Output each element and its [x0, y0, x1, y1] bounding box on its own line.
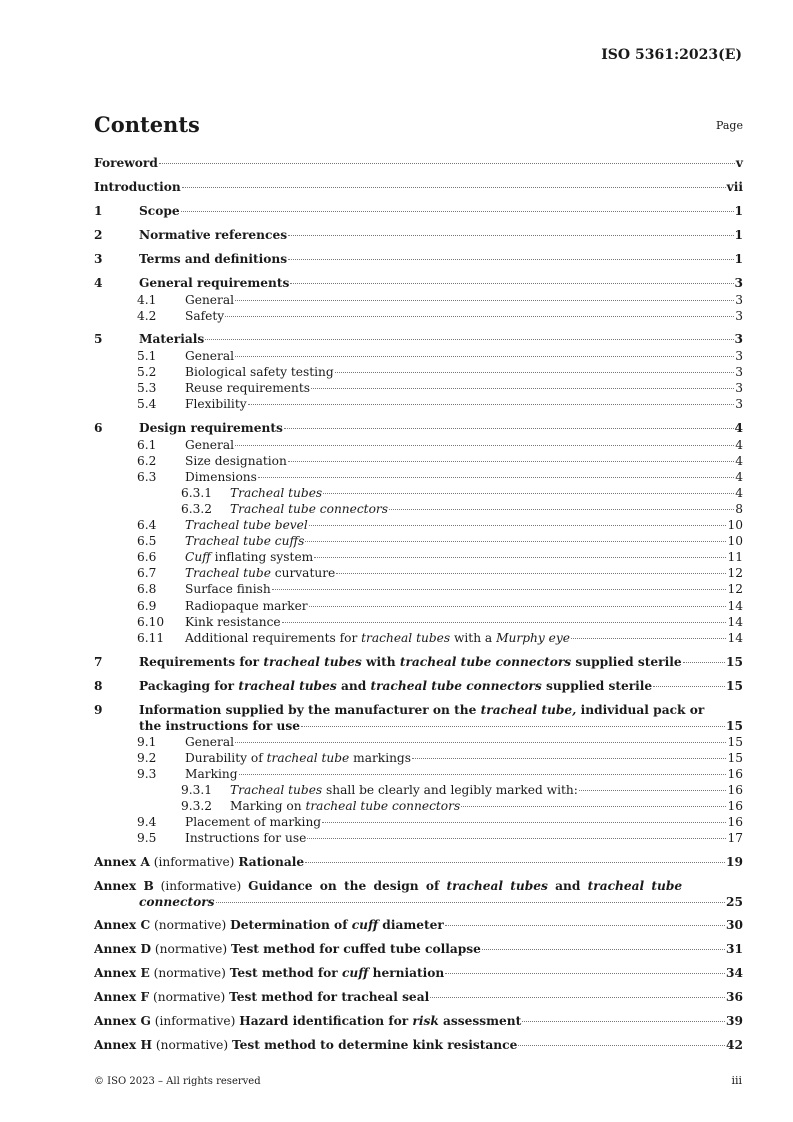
- toc-number: 9.3.2: [181, 799, 213, 814]
- toc-number: 3: [94, 252, 103, 266]
- toc-page: 15: [727, 734, 743, 749]
- toc-page: 39: [726, 1014, 743, 1029]
- toc-number: 2: [94, 228, 103, 242]
- toc-number: 6.7: [137, 566, 157, 581]
- toc-number: 4: [94, 276, 103, 290]
- toc-page: 12: [727, 582, 743, 597]
- toc-number: 4.2: [137, 309, 157, 324]
- toc-entry-clause-8[interactable]: [94, 678, 743, 695]
- toc-entry-6-5[interactable]: [94, 533, 743, 549]
- toc-entry-annex-h[interactable]: [94, 1037, 743, 1054]
- toc-title: Packaging for tracheal tubes and tracheal tube connectors supplied sterile: [139, 678, 653, 693]
- toc-entry-clause-7[interactable]: [94, 654, 743, 671]
- toc-title: Tracheal tube curvature: [185, 566, 336, 581]
- toc-entry-annex-b[interactable]: [94, 878, 743, 894]
- toc-page: v: [735, 156, 743, 170]
- toc-title: Biological safety testing: [185, 365, 334, 380]
- toc-number: 5.4: [137, 397, 157, 412]
- toc-page: 19: [726, 855, 743, 870]
- toc-entry-4-2[interactable]: [94, 308, 743, 324]
- table-of-contents: [94, 155, 743, 1054]
- toc-title: Marking on tracheal tube connectors: [230, 799, 461, 814]
- toc-entry-clause-9[interactable]: [94, 702, 743, 718]
- toc-number: 6.4: [137, 518, 157, 533]
- toc-entry-9-1[interactable]: [94, 734, 743, 750]
- toc-page: 31: [726, 942, 743, 957]
- toc-number: 5: [94, 332, 103, 347]
- toc-title: Durability of tracheal tube markings: [185, 750, 411, 765]
- toc-number: 9.1: [137, 734, 157, 749]
- toc-title: Kink resistance: [185, 614, 281, 629]
- toc-page: 17: [727, 831, 743, 846]
- toc-title: Reuse requirements: [185, 381, 310, 396]
- toc-title: Marking: [185, 766, 238, 781]
- page-number: iii: [731, 1074, 742, 1087]
- toc-number: 8: [94, 678, 103, 693]
- toc-number: 6.11: [137, 630, 165, 645]
- toc-number: 6.5: [137, 534, 157, 549]
- toc-page: 14: [727, 598, 743, 613]
- toc-title: Tracheal tube bevel: [185, 518, 308, 533]
- toc-entry-annex-f[interactable]: [94, 989, 743, 1006]
- toc-page: 42: [726, 1038, 743, 1053]
- toc-title: Tracheal tubes: [230, 485, 323, 500]
- toc-entry-introduction[interactable]: [94, 179, 743, 196]
- toc-entry-9-3-1[interactable]: [94, 782, 743, 798]
- toc-page: 34: [726, 966, 743, 981]
- page-column-label: Page: [715, 119, 743, 132]
- toc-page: 36: [726, 990, 743, 1005]
- toc-page: 4: [735, 469, 743, 484]
- toc-title: Placement of marking: [185, 815, 322, 830]
- toc-page: 3: [734, 332, 743, 347]
- toc-title: Annex G (informative) Hazard identification for risk assessment: [94, 1014, 522, 1029]
- toc-title: Annex C (normative) Determination of cuff diameter: [94, 918, 444, 933]
- toc-number: 9: [94, 702, 103, 717]
- toc-title-line2: connectors: [139, 895, 215, 910]
- toc-page: 3: [735, 349, 743, 364]
- toc-entry-6-2[interactable]: [94, 453, 743, 469]
- toc-page: 3: [735, 293, 743, 307]
- toc-number: 6.2: [137, 453, 157, 468]
- toc-number: 5.2: [137, 365, 157, 380]
- toc-title: Annex H (normative) Test method to determine kink resistance: [94, 1038, 518, 1053]
- toc-title: Tracheal tube connectors: [230, 501, 388, 516]
- toc-title: Scope: [139, 204, 180, 218]
- toc-number: 4.1: [137, 293, 157, 307]
- toc-page: vii: [726, 180, 743, 194]
- toc-entry-6-7[interactable]: [94, 565, 743, 581]
- toc-title: Requirements for tracheal tubes with tracheal tube connectors supplied sterile: [139, 654, 682, 669]
- toc-entry-annex-d[interactable]: [94, 941, 743, 958]
- toc-page: 16: [727, 799, 743, 814]
- toc-entry-6-4[interactable]: [94, 517, 743, 533]
- toc-entry-9-3[interactable]: [94, 766, 743, 782]
- toc-title: Introduction: [94, 180, 181, 194]
- toc-title: Surface finish: [185, 582, 271, 597]
- toc-title: Additional requirements for tracheal tubes with a Murphy eye: [185, 630, 570, 645]
- toc-number: 6.3: [137, 469, 157, 484]
- toc-title: Annex B (informative) Guidance on the design of tracheal tubes and tracheal tube: [94, 879, 683, 894]
- toc-number: 9.3.1: [181, 783, 213, 798]
- toc-page: 30: [726, 918, 743, 933]
- standard-id: ISO 5361:2023(E): [601, 47, 742, 63]
- toc-entry-6-8[interactable]: [94, 581, 743, 597]
- toc-entry-clause-1[interactable]: [94, 203, 743, 220]
- toc-page: 15: [727, 750, 743, 765]
- toc-page: 11: [727, 550, 743, 565]
- toc-number: 6.9: [137, 598, 157, 613]
- toc-page: 3: [735, 309, 743, 324]
- toc-entry-annex-b-cont[interactable]: [94, 894, 743, 910]
- toc-entry-clause-9-cont[interactable]: [94, 718, 743, 734]
- toc-title: General: [185, 734, 234, 749]
- toc-title: Tracheal tube cuffs: [185, 534, 305, 549]
- toc-page: 14: [727, 614, 743, 629]
- toc-entry-clause-3[interactable]: [94, 251, 743, 268]
- toc-entry-9-4[interactable]: [94, 814, 743, 830]
- toc-entry-annex-e[interactable]: [94, 965, 743, 982]
- toc-entry-6-1[interactable]: [94, 437, 743, 453]
- toc-entry-clause-5[interactable]: [94, 331, 743, 348]
- copyright-notice: © ISO 2023 – All rights reserved: [94, 1076, 261, 1087]
- toc-number: 6.8: [137, 582, 157, 597]
- toc-title: General: [185, 437, 234, 452]
- toc-page: 1: [734, 204, 743, 218]
- toc-entry-5-2[interactable]: [94, 364, 743, 380]
- toc-number: 6: [94, 420, 103, 435]
- toc-entry-6-9[interactable]: [94, 598, 743, 614]
- toc-page: 16: [727, 766, 743, 781]
- toc-page: 3: [734, 276, 743, 290]
- toc-title: Annex E (normative) Test method for cuff herniation: [94, 966, 445, 981]
- toc-number: 9.4: [137, 815, 157, 830]
- toc-entry-clause-4[interactable]: [94, 275, 743, 292]
- toc-entry-9-5[interactable]: [94, 830, 743, 846]
- toc-entry-4-1[interactable]: [94, 292, 743, 308]
- toc-entry-foreword[interactable]: [94, 155, 743, 172]
- toc-title: Flexibility: [185, 397, 247, 412]
- toc-entry-5-4[interactable]: [94, 396, 743, 412]
- toc-title: Materials: [139, 332, 205, 347]
- toc-number: 6.10: [137, 614, 165, 629]
- toc-page: 4: [735, 453, 743, 468]
- toc-entry-6-11[interactable]: [94, 630, 743, 646]
- toc-page: 4: [734, 420, 743, 435]
- toc-title: Foreword: [94, 156, 158, 170]
- toc-title: General: [185, 349, 234, 364]
- toc-title: Safety: [185, 309, 225, 324]
- toc-number: 7: [94, 654, 103, 669]
- toc-entry-6-3-1[interactable]: [94, 485, 743, 501]
- toc-page: 16: [727, 815, 743, 830]
- toc-number: 9.3: [137, 766, 157, 781]
- toc-entry-9-2[interactable]: [94, 750, 743, 766]
- toc-page: 10: [727, 534, 743, 549]
- toc-number: 5.1: [137, 349, 157, 364]
- toc-entry-annex-g[interactable]: [94, 1013, 743, 1030]
- toc-entry-9-3-2[interactable]: [94, 798, 743, 814]
- toc-entry-clause-6[interactable]: [94, 420, 743, 437]
- toc-title: Tracheal tubes shall be clearly and legibly marked with:: [230, 783, 578, 798]
- toc-title: Normative references: [139, 228, 288, 242]
- toc-number: 6.3.1: [181, 485, 213, 500]
- toc-title: Terms and definitions: [139, 252, 288, 266]
- toc-page: 14: [727, 630, 743, 645]
- toc-title: Size designation: [185, 453, 287, 468]
- page-title: Contents: [94, 112, 200, 137]
- toc-page: 4: [735, 437, 743, 452]
- toc-page: 16: [727, 783, 743, 798]
- toc-page: 15: [726, 678, 743, 693]
- toc-entry-6-6[interactable]: [94, 549, 743, 565]
- toc-title: Dimensions: [185, 469, 257, 484]
- toc-title: General: [185, 293, 234, 307]
- toc-page: 25: [726, 895, 743, 910]
- toc-entry-6-3-2[interactable]: [94, 501, 743, 517]
- toc-entry-clause-2[interactable]: [94, 227, 743, 244]
- toc-page: 1: [734, 228, 743, 242]
- toc-entry-annex-a[interactable]: [94, 854, 743, 871]
- toc-entry-5-3[interactable]: [94, 380, 743, 396]
- toc-page: 3: [735, 381, 743, 396]
- toc-page: 4: [735, 485, 743, 500]
- toc-entry-6-10[interactable]: [94, 614, 743, 630]
- toc-page: 12: [727, 566, 743, 581]
- toc-entry-5-1[interactable]: [94, 348, 743, 364]
- toc-number: 9.5: [137, 831, 157, 846]
- toc-number: 5.3: [137, 381, 157, 396]
- toc-title: Information supplied by the manufacturer on the tracheal tube, individual pack or: [139, 702, 705, 717]
- toc-title: Annex D (normative) Test method for cuffed tube collapse: [94, 942, 481, 957]
- toc-title: Design requirements: [139, 420, 283, 435]
- toc-title: Instructions for use: [185, 831, 307, 846]
- toc-title: Annex A (informative) Rationale: [94, 855, 305, 870]
- toc-title-line2: the instructions for use: [139, 718, 301, 733]
- toc-page: 1: [734, 252, 743, 266]
- toc-title: General requirements: [139, 276, 290, 290]
- toc-number: 6.1: [137, 437, 157, 452]
- toc-title: Annex F (normative) Test method for tracheal seal: [94, 990, 430, 1005]
- toc-number: 6.3.2: [181, 501, 213, 516]
- toc-title: Radiopaque marker: [185, 598, 308, 613]
- toc-title: Cuff inflating system: [185, 550, 314, 565]
- toc-number: 9.2: [137, 750, 157, 765]
- toc-page: 15: [726, 718, 743, 733]
- toc-page: 10: [727, 518, 743, 533]
- toc-page: 15: [726, 654, 743, 669]
- toc-page: 3: [735, 397, 743, 412]
- toc-page: 8: [735, 501, 743, 516]
- toc-number: 1: [94, 204, 103, 218]
- toc-number: 6.6: [137, 550, 157, 565]
- toc-page: 3: [735, 365, 743, 380]
- toc-entry-6-3[interactable]: [94, 469, 743, 485]
- toc-entry-annex-c[interactable]: [94, 917, 743, 934]
